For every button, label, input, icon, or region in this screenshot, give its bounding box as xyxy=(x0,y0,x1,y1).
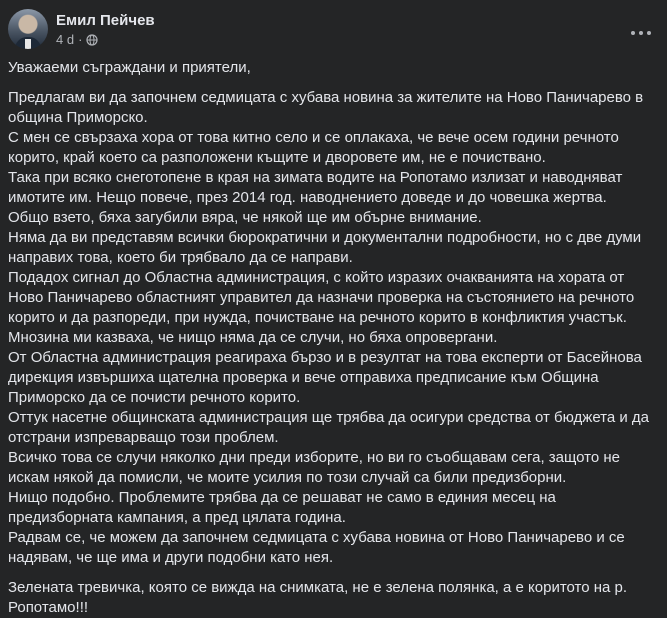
meta-separator: · xyxy=(78,32,83,47)
post-header xyxy=(8,9,659,55)
more-horizontal-icon xyxy=(647,31,651,35)
post-content xyxy=(8,58,658,618)
post-paragraph: Зелената тревичка, която се вижда на снимката, не е зелена полянка, а е коритото на р. Ропотамо!!! xyxy=(8,579,628,616)
author-name[interactable]: Емил Пейчев xyxy=(56,12,155,29)
post-meta xyxy=(56,32,98,47)
more-horizontal-icon xyxy=(639,31,643,35)
more-horizontal-icon xyxy=(631,31,635,35)
globe-icon[interactable] xyxy=(86,34,98,46)
post-time[interactable]: 4 d xyxy=(56,32,75,47)
avatar-shirt xyxy=(25,39,31,49)
post-paragraph: Предлагам ви да започнем седмицата с хубава новина за жителите на Ново Паничарево в община Приморско. С мен се свързаха хора от това китно село и се оплакаха, че вече осем години речното корито, край което са разположени къщите и дворовете им, не е почиствано. Така при всяко снеготопене в края на зимата водите на Ропотамо излизат и наводняват имотите им. Нещо повече, през 2014 год. наводнението доведе и до човешка жертва. Общо взето, бяха загубили вяра, че някой ще им обърне внимание. Няма да ви представям всички бюрократични и документални подробности, но с две думи направих това, което би трябвало да се направи. Подадох сигнал до Областна администрация, с който изразих очакванията на хората от Ново Паничарево областният управител да назначи проверка на състоянието на речното корито и да разпореди, при нужда, почистване на речното корито в конфликтия участък. Мнозина ми казваха, че нищо няма да се случи, но бяха опровергани. От Областна администрация реагираха бързо и в резултат на това експерти от Басейнова дирекция извършиха щателна проверка и вече отправиха предписание към Община Приморско да се почисти речното корито. Оттук насетне общинската администрация ще трябва да осигури средства от бюджета и да отстрани изпреварващо този проблем. Всичко това се случи няколко дни преди изборите, но ви го съобщавам сега, защото не искам някой да помисли, че моите усилия по този случай са били предизборни. Нищо подобно. Проблемите трябва да се решават не само в единия месец на предизборната кампания, а пред цялата година. Радвам се, че можем да започнем седмицата с хубава новина от Ново Паничарево и се надявам, че ще има и други подобни като нея. xyxy=(8,89,650,566)
post-paragraph: Уважаеми съграждани и приятели, xyxy=(8,59,251,76)
avatar[interactable] xyxy=(8,9,48,49)
more-options-button[interactable] xyxy=(623,15,659,51)
